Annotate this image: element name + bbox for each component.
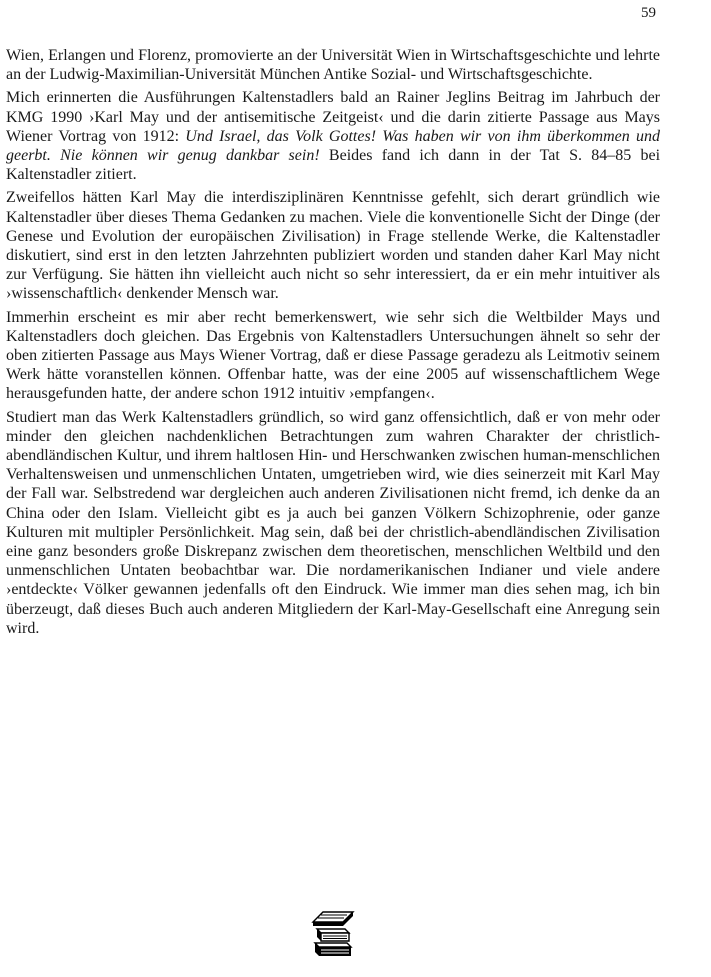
may-quote: Und Israel, das Volk Gottes! Was haben wir von ihm überkommen und geerbt. Nie können wir genug dankbar sein! bbox=[6, 127, 661, 165]
paragraph-1: Wien, Erlangen und Florenz, promovierte an der Universität Wien in Wirtschaftsgeschichte und lehrte an der Ludwig-Maximilian-Universität München Antike Sozial- und Wirtschaftsgeschichte. bbox=[6, 47, 660, 84]
book-stack-icon bbox=[311, 910, 355, 958]
paragraph-3: Zweifellos hätten Karl May die interdisziplinären Kenntnisse gefehlt, sich derart gründlich wie Kaltenstadler über dieses Thema Gedanken zu machen. Viele die konventionelle Sicht der Dinge (der Genese und Evolution der europäischen Zivilisation) in Frage stellende Werke, die Kaltenstadler diskutiert, sind erst in den letzten Jahrzehnten publiziert worden und standen daher Karl May nicht zur Verfügung. Sie hätten ihn vielleicht auch nicht so sehr interessiert, da er ein mehr intuitiver als ›wissenschaftlich‹ denkender Mensch war. bbox=[6, 189, 660, 303]
page-number: 59 bbox=[641, 5, 656, 21]
paragraph-5: Studiert man das Werk Kaltenstadlers gründlich, so wird ganz offensichtlich, daß er von mehr oder minder den gleichen nachdenklichen Betrachtungen zum wahren Charakter der christlich-abendländischen Kultur, und ihrem haltlosen Hin- und Herschwanken zwischen human-menschlichen Verhaltensweisen und unmenschlichen Untaten, umgetrieben wird, wie dies seinerzeit mit Karl May der Fall war. Selbstredend war dergleichen auch anderen Zivilisationen nicht fremd, ich denke da an China oder den Islam. Vielleicht gibt es ja auch bei ganzen Völkern Schizophrenie, oder ganze Kulturen mit multipler Persönlichkeit. Mag sein, daß bei der christlich-abendländischen Zivilisation eine ganz besonders große Diskrepanz zwischen dem theoretischen, menschlichen Weltbild und den unmenschlichen Untaten beobachtbar war. Die nordamerikanischen Indianer und viele andere ›entdeckte‹ Völker gewannen jedenfalls oft den Eindruck. Wie immer man dies sehen mag, ich bin überzeugt, daß dieses Buch auch anderen Mitgliedern der Karl-May-Gesellschaft eine Anregung sein wird. bbox=[6, 408, 660, 637]
paragraph-2 bbox=[6, 88, 660, 184]
paragraph-4: Immerhin erscheint es mir aber recht bemerkenswert, wie sehr sich die Weltbilder Mays und Kaltenstadlers doch gleichen. Das Ergebnis von Kaltenstadlers Untersuchungen ähnelt so sehr der oben zitierten Passage aus Mays Wiener Vortrag, daß er diese Passage geradezu als Leitmotiv seinem Werk hätte voranstellen können. Offenbar hatte, was der eine 2005 auf wissenschaftlichem Wege herausgefunden hatte, der andere schon 1912 intuitiv ›empfangen‹. bbox=[6, 308, 660, 403]
paragraph-2-text-after: Beides fand ich dann in der Tat S. 84–85 bei Kaltenstadler zitiert. bbox=[6, 147, 661, 184]
body-text bbox=[6, 46, 660, 638]
paragraph-2-text-before: Mich erinnerten die Ausführungen Kaltenstadlers bald an Rainer Jeglins Beitrag im Jahrbuch der KMG 1990 ›Karl May und der antisemitische Zeitgeist‹ und die darin zitierte Passage aus Mays Wiener Vortrag von 1912: bbox=[6, 89, 660, 145]
